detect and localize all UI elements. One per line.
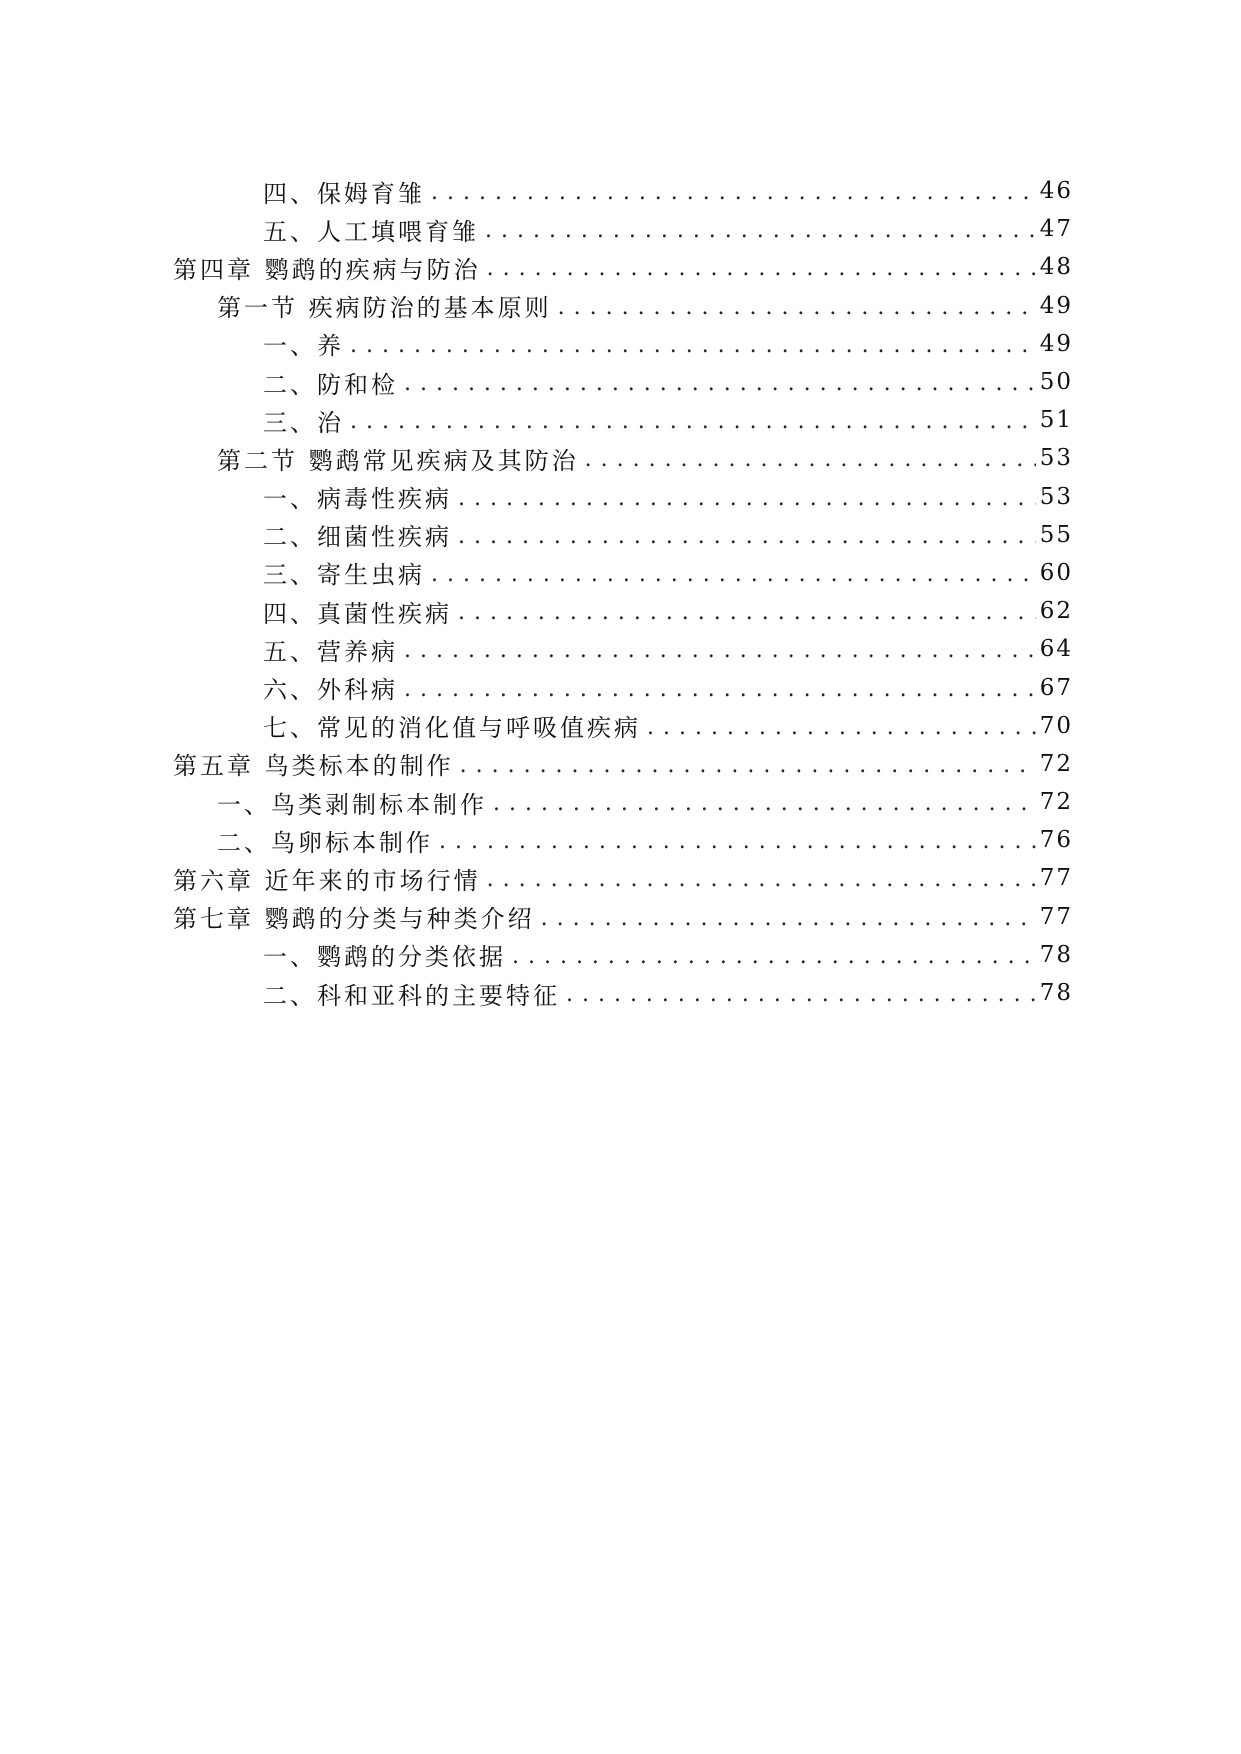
toc-page-number: 55 xyxy=(1039,521,1073,548)
toc-entry-chapter[interactable] xyxy=(173,248,1073,286)
toc-page-number: 51 xyxy=(1039,407,1073,434)
toc-entry[interactable] xyxy=(173,401,1073,439)
toc-leader-dots xyxy=(350,411,1036,433)
toc-entry-title: 第五章 鸟类标本的制作 xyxy=(173,746,460,781)
toc-page-number: 76 xyxy=(1039,827,1073,854)
toc-entry-title: 第二节 鹦鹉常见疾病及其防治 xyxy=(217,441,585,476)
toc-entry-title: 三、寄生虫病 xyxy=(263,555,431,590)
toc-page-number: 70 xyxy=(1039,712,1073,739)
toc-page-number: 78 xyxy=(1039,980,1073,1007)
toc-entry-title: 二、细菌性疾病 xyxy=(263,517,458,552)
toc-entry-section[interactable] xyxy=(173,287,1073,325)
toc-entry-title: 一、鸟类剥制标本制作 xyxy=(217,785,493,820)
toc-entry[interactable] xyxy=(173,325,1073,363)
toc-page-number: 49 xyxy=(1039,292,1073,319)
toc-entry-title: 五、营养病 xyxy=(263,632,404,667)
toc-leader-dots xyxy=(585,449,1036,471)
toc-leader-dots xyxy=(541,908,1036,930)
toc-leader-dots xyxy=(647,717,1036,739)
toc-entry[interactable] xyxy=(173,478,1073,516)
toc-page-number: 67 xyxy=(1039,674,1073,701)
toc-entry[interactable] xyxy=(173,936,1073,974)
toc-entry-title: 五、人工填喂育雏 xyxy=(263,212,485,247)
toc-page-number: 48 xyxy=(1039,254,1073,281)
toc-page-number: 78 xyxy=(1039,941,1073,968)
toc-entry[interactable] xyxy=(173,210,1073,248)
toc-leader-dots xyxy=(458,602,1036,624)
toc-leader-dots xyxy=(458,488,1036,510)
toc-page-number: 77 xyxy=(1039,865,1073,892)
toc-entry-section[interactable] xyxy=(173,783,1073,821)
toc-leader-dots xyxy=(404,373,1036,395)
table-of-contents xyxy=(173,172,1073,1012)
toc-page-number: 53 xyxy=(1039,483,1073,510)
toc-page-number: 64 xyxy=(1039,636,1073,663)
toc-entry[interactable] xyxy=(173,974,1073,1012)
toc-entry[interactable] xyxy=(173,554,1073,592)
toc-entry-chapter[interactable] xyxy=(173,859,1073,897)
toc-entry-title: 三、治 xyxy=(263,403,350,438)
toc-page-number: 72 xyxy=(1039,750,1073,777)
toc-leader-dots xyxy=(485,220,1036,242)
toc-entry-chapter[interactable] xyxy=(173,898,1073,936)
toc-entry[interactable] xyxy=(173,516,1073,554)
toc-entry-title: 第四章 鹦鹉的疾病与防治 xyxy=(173,250,487,285)
toc-entry-title: 四、保姆育雏 xyxy=(263,174,431,209)
toc-entry-section[interactable] xyxy=(173,821,1073,859)
toc-entry-title: 四、真菌性疾病 xyxy=(263,594,458,629)
toc-entry[interactable] xyxy=(173,172,1073,210)
toc-entry-chapter[interactable] xyxy=(173,745,1073,783)
toc-leader-dots xyxy=(431,182,1036,204)
toc-page-number: 47 xyxy=(1039,216,1073,243)
toc-leader-dots xyxy=(431,564,1036,586)
toc-leader-dots xyxy=(487,258,1036,280)
toc-page-number: 46 xyxy=(1039,178,1073,205)
toc-page-number: 49 xyxy=(1039,330,1073,357)
toc-page-number: 72 xyxy=(1039,789,1073,816)
toc-entry-title: 第一节 疾病防治的基本原则 xyxy=(217,288,558,323)
toc-page-number: 62 xyxy=(1039,598,1073,625)
toc-entry[interactable] xyxy=(173,630,1073,668)
toc-leader-dots xyxy=(404,640,1036,662)
toc-page-number: 50 xyxy=(1039,369,1073,396)
toc-entry[interactable] xyxy=(173,363,1073,401)
toc-entry[interactable] xyxy=(173,707,1073,745)
toc-entry-section[interactable] xyxy=(173,439,1073,477)
toc-leader-dots xyxy=(460,755,1036,777)
toc-entry-title: 一、鹦鹉的分类依据 xyxy=(263,937,512,972)
toc-leader-dots xyxy=(558,297,1036,319)
toc-entry[interactable] xyxy=(173,592,1073,630)
toc-entry-title: 六、外科病 xyxy=(263,670,404,705)
toc-leader-dots xyxy=(493,793,1036,815)
toc-entry-title: 二、鸟卵标本制作 xyxy=(217,823,439,858)
toc-entry-title: 一、病毒性疾病 xyxy=(263,479,458,514)
toc-leader-dots xyxy=(404,679,1036,701)
toc-leader-dots xyxy=(439,831,1036,853)
toc-page-number: 77 xyxy=(1039,903,1073,930)
toc-leader-dots xyxy=(458,526,1036,548)
toc-entry-title: 一、养 xyxy=(263,326,350,361)
toc-page-number: 60 xyxy=(1039,559,1073,586)
toc-entry-title: 二、科和亚科的主要特征 xyxy=(263,976,566,1011)
toc-entry-title: 第六章 近年来的市场行情 xyxy=(173,861,487,896)
toc-entry[interactable] xyxy=(173,668,1073,706)
toc-page-number: 53 xyxy=(1039,445,1073,472)
toc-leader-dots xyxy=(512,946,1036,968)
toc-leader-dots xyxy=(350,335,1036,357)
toc-entry-title: 第七章 鹦鹉的分类与种类介绍 xyxy=(173,899,541,934)
toc-entry-title: 二、防和检 xyxy=(263,365,404,400)
toc-entry-title: 七、常见的消化值与呼吸值疾病 xyxy=(263,708,647,743)
toc-leader-dots xyxy=(487,869,1036,891)
toc-leader-dots xyxy=(566,984,1036,1006)
